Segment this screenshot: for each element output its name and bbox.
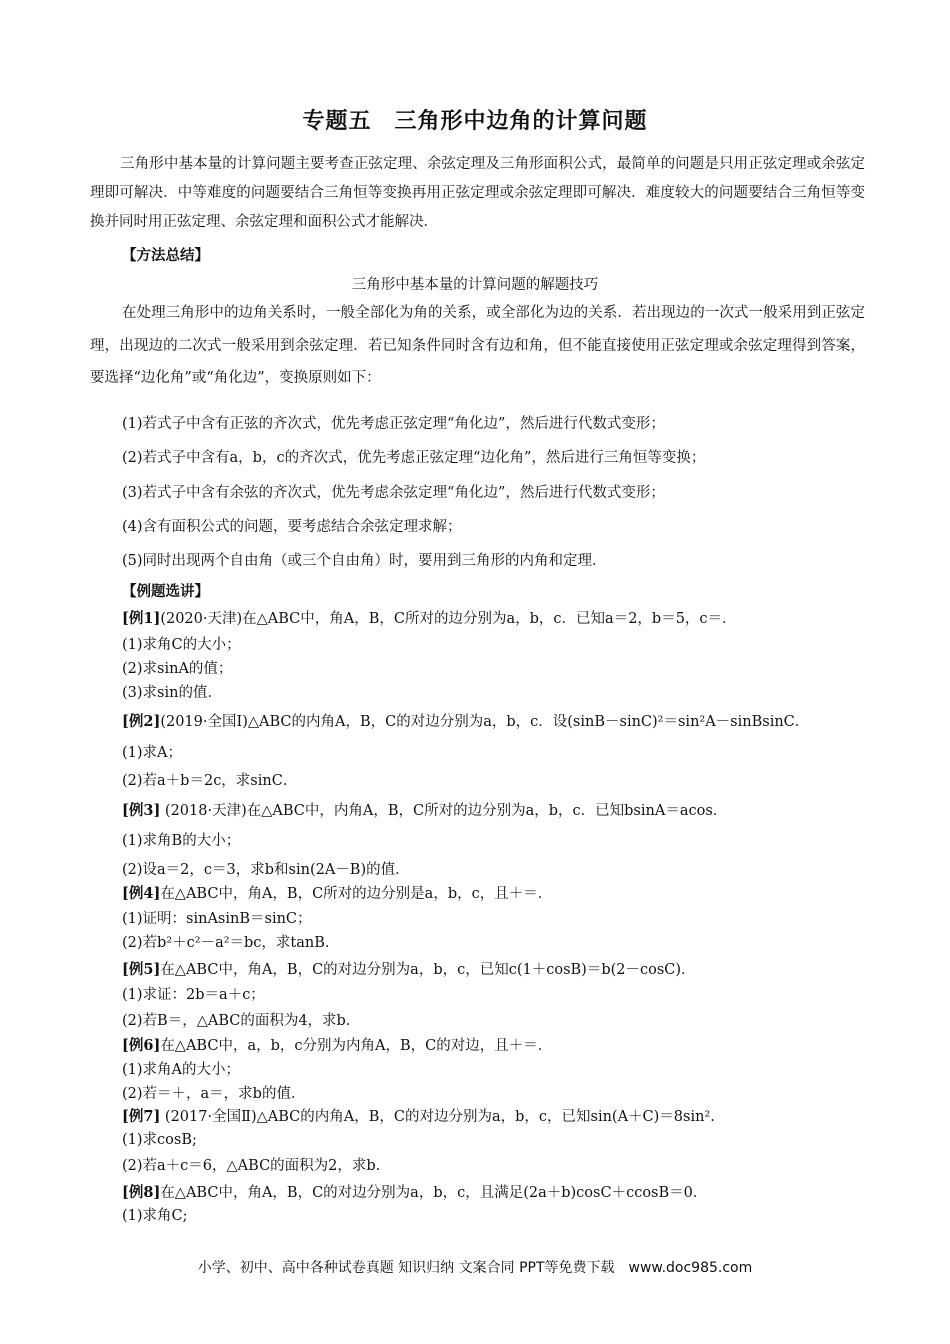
- rule-item: (5)同时出现两个自由角（或三个自由角）时，要用到三角形的内角和定理．: [122, 553, 607, 569]
- example-text: (1)求证：2b＝a＋c；: [122, 987, 265, 1003]
- example-line: [122, 633, 241, 654]
- examples-heading: 【例题选讲】: [122, 584, 209, 600]
- example-line: [122, 829, 240, 850]
- example-text: (2)若a＋b＝2c，求sinC．: [122, 773, 298, 789]
- example-line: [122, 741, 182, 762]
- example-text: (2019·全国Ⅰ)△ABC的内角A，B，C的对边分别为a，b，c．设(sinB－sinC)²＝sin²A－sinBsinC．: [160, 714, 810, 730]
- example-label: [例8]: [122, 1184, 161, 1201]
- example-text: (2)若b²＋c²－a²＝bc，求tanB．: [122, 935, 340, 951]
- example-line: [122, 907, 312, 928]
- example-text: (1)求角A的大小；: [122, 1062, 241, 1078]
- example-label: [例3]: [122, 802, 161, 819]
- example-line: [122, 858, 410, 879]
- method-subtitle: 三角形中基本量的计算问题的解题技巧: [351, 277, 599, 293]
- example-line: [122, 931, 339, 952]
- example-label: [例6]: [122, 1037, 161, 1054]
- example-text: (2)若B＝，△ABC的面积为4，求b．: [122, 1013, 361, 1029]
- example-line: [122, 983, 265, 1004]
- example-label: [例4]: [122, 885, 161, 902]
- example-text: (1)求角C的大小；: [122, 637, 241, 653]
- example-line: [122, 1181, 707, 1202]
- example-line: [122, 1034, 552, 1055]
- example-text: 在△ABC中，角A，B，C的对边分别为a，b，c，且满足(2a＋b)cosC＋ccosB＝0．: [160, 1185, 708, 1201]
- example-text: 在△ABC中，角A，B，C的对边分别为a，b，c，已知c(1＋cosB)＝b(2－cosC)．: [160, 962, 696, 978]
- example-line: [122, 607, 737, 628]
- example-line: [122, 681, 222, 702]
- rule-item: (1)若式子中含有正弦的齐次式，优先考虑正弦定理“角化边”，然后进行代数式变形；: [122, 416, 665, 432]
- rule-item: (4)含有面积公式的问题，要考虑结合余弦定理求解；: [122, 519, 462, 535]
- example-text: (1)证明：sinAsinB＝sinC；: [122, 911, 312, 927]
- example-text: (2018·天津)在△ABC中，内角A，B，C所对的边分别为a，b，c．已知bsinA＝acos．: [160, 803, 728, 819]
- example-line: [122, 958, 696, 979]
- method-heading: 【方法总结】: [122, 248, 209, 264]
- example-line: [122, 657, 232, 678]
- example-text: (2017·全国Ⅱ)△ABC的内角A，B，C的对边分别为a，b，c，已知sin(A＋C)＝8sin².: [160, 1109, 715, 1125]
- example-line: [122, 1009, 360, 1030]
- example-line: [122, 1082, 305, 1103]
- example-text: (1)求cosB;: [122, 1132, 197, 1148]
- example-line: [122, 882, 552, 903]
- example-text: (2)设a＝2，c＝3，求b和sin(2A－B)的值．: [122, 862, 410, 878]
- example-label: [例1]: [122, 610, 161, 627]
- example-text: (2)若＝＋，a＝，求b的值．: [122, 1086, 306, 1102]
- example-line: [122, 769, 297, 790]
- method-paragraph: 在处理三角形中的边角关系时，一般全部化为角的关系，或全部化为边的关系．若出现边的一次式一般采用到正弦定理，出现边的二次式一般采用到余弦定理．若已知条件同时含有边和角，但不能直接使用正弦定理或余弦定理得到答案，要选择“边化角”或“角化边”，变换原则如下：: [90, 305, 865, 386]
- example-line: [122, 1154, 380, 1175]
- example-text: 在△ABC中，a，b，c分别为内角A，B，C的对边，且＋＝．: [160, 1038, 553, 1054]
- example-line: [122, 1058, 240, 1079]
- example-line: [122, 710, 809, 731]
- example-label: [例5]: [122, 961, 161, 978]
- example-text: (1)求角B的大小；: [122, 833, 241, 849]
- example-text: (2)求sinA的值；: [122, 661, 233, 677]
- example-text: (2020·天津)在△ABC中，角A，B，C所对的边分别为a，b，c．已知a＝2，b＝5，c＝．: [160, 611, 737, 627]
- rule-item: (2)若式子中含有a，b，c的齐次式，优先考虑正弦定理“边化角”，然后进行三角恒等变换；: [122, 450, 706, 466]
- example-line: [122, 799, 727, 820]
- rule-item: (3)若式子中含有余弦的齐次式，优先考虑余弦定理“角化边”，然后进行代数式变形；: [122, 485, 665, 501]
- intro-paragraph: 三角形中基本量的计算问题主要考查正弦定理、余弦定理及三角形面积公式，最简单的问题是只用正弦定理或余弦定理即可解决．中等难度的问题要结合三角恒等变换再用正弦定理或余弦定理即可解决．难度较大的问题要结合三角恒等变换并同时用正弦定理、余弦定理和面积公式才能解决．: [90, 156, 865, 230]
- example-line: [122, 1105, 715, 1126]
- example-text: (2)若a＋c＝6，△ABC的面积为2，求b.: [122, 1158, 381, 1174]
- example-text: 在△ABC中，角A，B，C所对的边分别是a，b，c，且＋＝．: [160, 886, 553, 902]
- example-text: (1)求角C;: [122, 1208, 188, 1224]
- example-label: [例7]: [122, 1108, 161, 1125]
- example-line: [122, 1128, 197, 1149]
- page-title: 专题五 三角形中边角的计算问题: [302, 109, 648, 134]
- page-footer: 小学、初中、高中各种试卷真题 知识归纳 文案合同 PPT等免费下载 www.doc985.com: [197, 1260, 753, 1276]
- example-text: (1)求A；: [122, 745, 183, 761]
- example-label: [例2]: [122, 713, 161, 730]
- example-text: (3)求sin的值．: [122, 685, 222, 701]
- example-line: [122, 1204, 188, 1225]
